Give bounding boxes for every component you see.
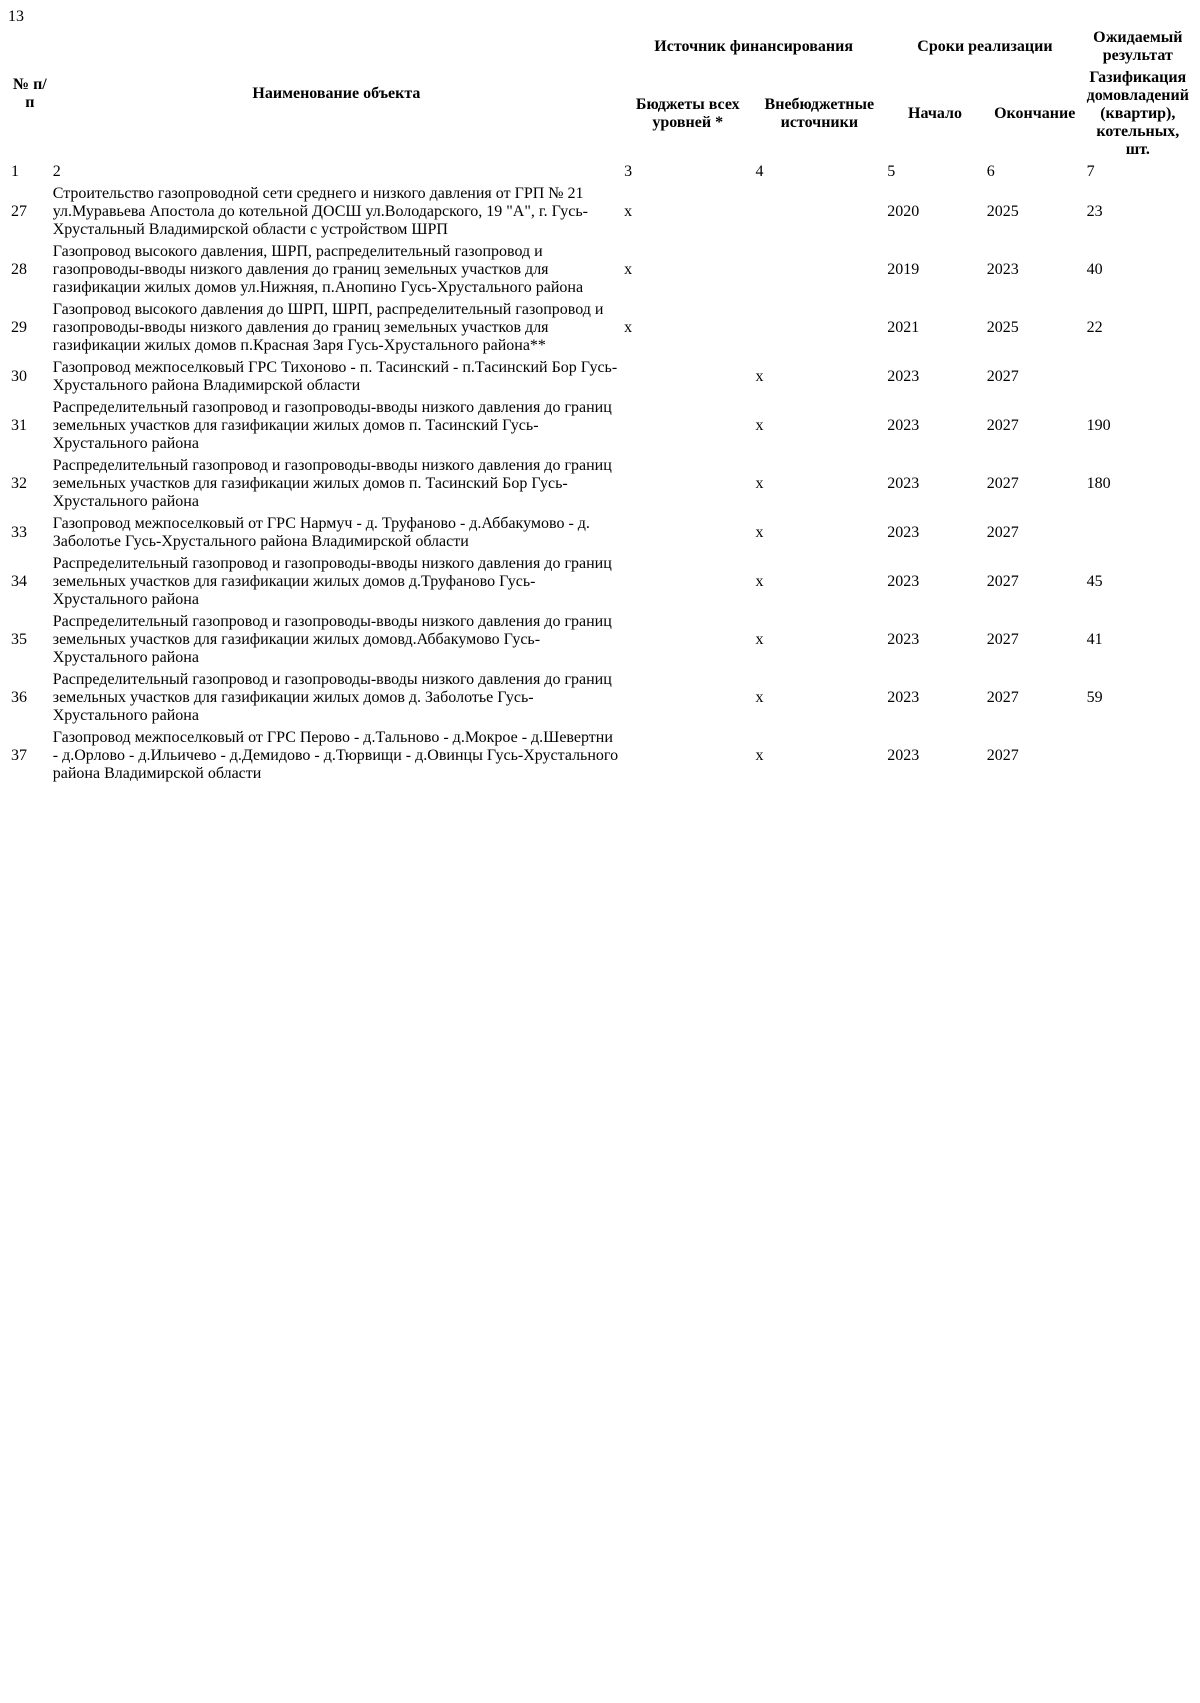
- budgets-mark: [623, 670, 752, 726]
- object-name: Распределительный газопровод и газопроводы-вводы низкого давления до границ земельных участков для газификации жилых домов д.Труфаново Гусь-Хрустального района: [52, 555, 612, 608]
- end-year: 2027: [986, 475, 1019, 492]
- header-extra: Внебюджетные источники: [764, 96, 875, 131]
- extra-mark: х: [755, 747, 764, 764]
- start-year: 2021: [887, 319, 920, 336]
- extra-mark: х: [755, 689, 764, 706]
- budgets-mark: [623, 728, 752, 784]
- header-result: Ожидаемый результат: [1093, 29, 1183, 64]
- object-name: Газопровод высокого давления до ШРП, ШРП, распределительный газопровод и газопроводы-вводы низкого давления до границ земельных участков для газификации жилых домов п.Красная Заря Гусь-Хрустального района**: [52, 301, 604, 354]
- table-row: [10, 514, 1190, 552]
- extra-mark: [754, 242, 884, 298]
- budgets-mark: [623, 358, 752, 396]
- end-year: 2027: [986, 417, 1019, 434]
- column-number: 7: [1086, 163, 1095, 180]
- column-number-row: [10, 162, 1190, 182]
- budgets-mark: х: [624, 261, 633, 278]
- column-number: 3: [624, 163, 633, 180]
- extra-mark: х: [755, 475, 764, 492]
- budgets-mark: [623, 514, 752, 552]
- table-row: [10, 242, 1190, 298]
- table-row: [10, 398, 1190, 454]
- column-number: 2: [52, 163, 61, 180]
- row-number: 31: [11, 417, 27, 434]
- header-row-1: [10, 28, 1190, 66]
- header-start: Начало: [908, 105, 962, 122]
- expected-result: 45: [1086, 573, 1103, 590]
- row-number: 34: [11, 573, 27, 590]
- extra-mark: х: [755, 368, 764, 385]
- expected-result: [1086, 514, 1190, 552]
- end-year: 2025: [986, 319, 1019, 336]
- row-number: 27: [11, 203, 27, 220]
- end-year: 2025: [986, 203, 1019, 220]
- table-body: [10, 184, 1190, 784]
- budgets-mark: х: [624, 319, 633, 336]
- budgets-mark: х: [624, 203, 633, 220]
- extra-mark: х: [755, 524, 764, 541]
- start-year: 2020: [887, 203, 920, 220]
- object-name: Газопровод межпоселковый от ГРС Перово - д.Тальново - д.Мокрое - д.Шевертни - д.Орлово - д.Ильичево - д.Демидово - д.Тюрвищи - д.Овинцы Гусь-Хрустального района Владимирской области: [52, 729, 619, 782]
- header-num: № п/п: [13, 76, 47, 111]
- expected-result: 41: [1086, 631, 1103, 648]
- budgets-mark: [623, 612, 752, 668]
- end-year: 2027: [986, 631, 1019, 648]
- end-year: 2027: [986, 368, 1019, 385]
- gasification-table: [8, 26, 1192, 786]
- object-name: Распределительный газопровод и газопроводы-вводы низкого давления до границ земельных участков для газификации жилых домов п. Тасинский Бор Гусь-Хрустального района: [52, 457, 612, 510]
- table-row: [10, 456, 1190, 512]
- start-year: 2023: [887, 368, 920, 385]
- rotated-table-wrapper: [8, 26, 1192, 786]
- start-year: 2023: [887, 747, 920, 764]
- expected-result: 23: [1086, 203, 1103, 220]
- column-number: 4: [755, 163, 764, 180]
- start-year: 2023: [887, 573, 920, 590]
- column-number: 1: [11, 163, 19, 180]
- object-name: Газопровод межпоселковый от ГРС Нармуч - д. Труфаново - д.Аббакумово - д. Заболотье Гусь-Хрустального района Владимирской области: [52, 515, 590, 550]
- extra-mark: х: [755, 631, 764, 648]
- page-number: 13: [8, 8, 24, 25]
- row-number: 33: [11, 524, 27, 541]
- extra-mark: х: [755, 417, 764, 434]
- row-number: 35: [11, 631, 27, 648]
- object-name: Газопровод высокого давления, ШРП, распределительный газопровод и газопроводы-вводы низкого давления до границ земельных участков для газификации жилых домов ул.Нижняя, п.Анопино Гусь-Хрустального района: [52, 243, 584, 296]
- expected-result: 40: [1086, 261, 1103, 278]
- end-year: 2027: [986, 524, 1019, 541]
- column-number: 5: [887, 163, 896, 180]
- extra-mark: х: [755, 573, 764, 590]
- header-funding: Источник финансирования: [654, 38, 854, 55]
- table-row: [10, 300, 1190, 356]
- row-number: 32: [11, 475, 27, 492]
- row-number: 28: [11, 261, 27, 278]
- budgets-mark: [623, 554, 752, 610]
- object-name: Распределительный газопровод и газопроводы-вводы низкого давления до границ земельных участков для газификации жилых домовд.Аббакумово Гусь-Хрустального района: [52, 613, 612, 666]
- row-number: 36: [11, 689, 27, 706]
- end-year: 2023: [986, 261, 1019, 278]
- object-name: Распределительный газопровод и газопроводы-вводы низкого давления до границ земельных участков для газификации жилых домов д. Заболотье Гусь-Хрустального района: [52, 671, 612, 724]
- header-name: Наименование объекта: [252, 85, 421, 102]
- column-number: 6: [986, 163, 995, 180]
- table-row: [10, 358, 1190, 396]
- start-year: 2023: [887, 475, 920, 492]
- table-row: [10, 670, 1190, 726]
- end-year: 2027: [986, 573, 1019, 590]
- header-end: Окончание: [994, 105, 1076, 122]
- start-year: 2023: [887, 417, 920, 434]
- extra-mark: [754, 300, 884, 356]
- header-budgets: Бюджеты всех уровней *: [635, 96, 740, 131]
- row-number: 30: [11, 368, 27, 385]
- expected-result: 22: [1086, 319, 1103, 336]
- table-row: [10, 554, 1190, 610]
- end-year: 2027: [986, 689, 1019, 706]
- budgets-mark: [623, 398, 752, 454]
- object-name: Распределительный газопровод и газопроводы-вводы низкого давления до границ земельных участков для газификации жилых домов п. Тасинский Гусь-Хрустального района: [52, 399, 612, 452]
- object-name: Строительство газопроводной сети среднего и низкого давления от ГРП № 21 ул.Муравьева Апостола до котельной ДОСШ ул.Володарского, 19 "А", г. Гусь-Хрустальный Владимирской области с устройством ШРП: [52, 185, 588, 238]
- start-year: 2023: [887, 524, 920, 541]
- header-result-sub: Газификация домовладений (квартир), котельных, шт.: [1086, 69, 1189, 158]
- expected-result: 180: [1086, 475, 1111, 492]
- table-row: [10, 612, 1190, 668]
- extra-mark: [754, 184, 884, 240]
- row-number: 37: [11, 747, 27, 764]
- expected-result: 59: [1086, 689, 1103, 706]
- start-year: 2019: [887, 261, 920, 278]
- expected-result: [1086, 358, 1190, 396]
- start-year: 2023: [887, 631, 920, 648]
- expected-result: 190: [1086, 417, 1111, 434]
- end-year: 2027: [986, 747, 1019, 764]
- expected-result: [1086, 728, 1190, 784]
- start-year: 2023: [887, 689, 920, 706]
- header-terms: Сроки реализации: [917, 38, 1053, 55]
- table-row: [10, 184, 1190, 240]
- object-name: Газопровод межпоселковый ГРС Тихоново - п. Тасинский - п.Тасинский Бор Гусь-Хрустального района Владимирской области: [52, 359, 618, 394]
- budgets-mark: [623, 456, 752, 512]
- document-page: [8, 8, 1192, 786]
- table-row: [10, 728, 1190, 784]
- row-number: 29: [11, 319, 27, 336]
